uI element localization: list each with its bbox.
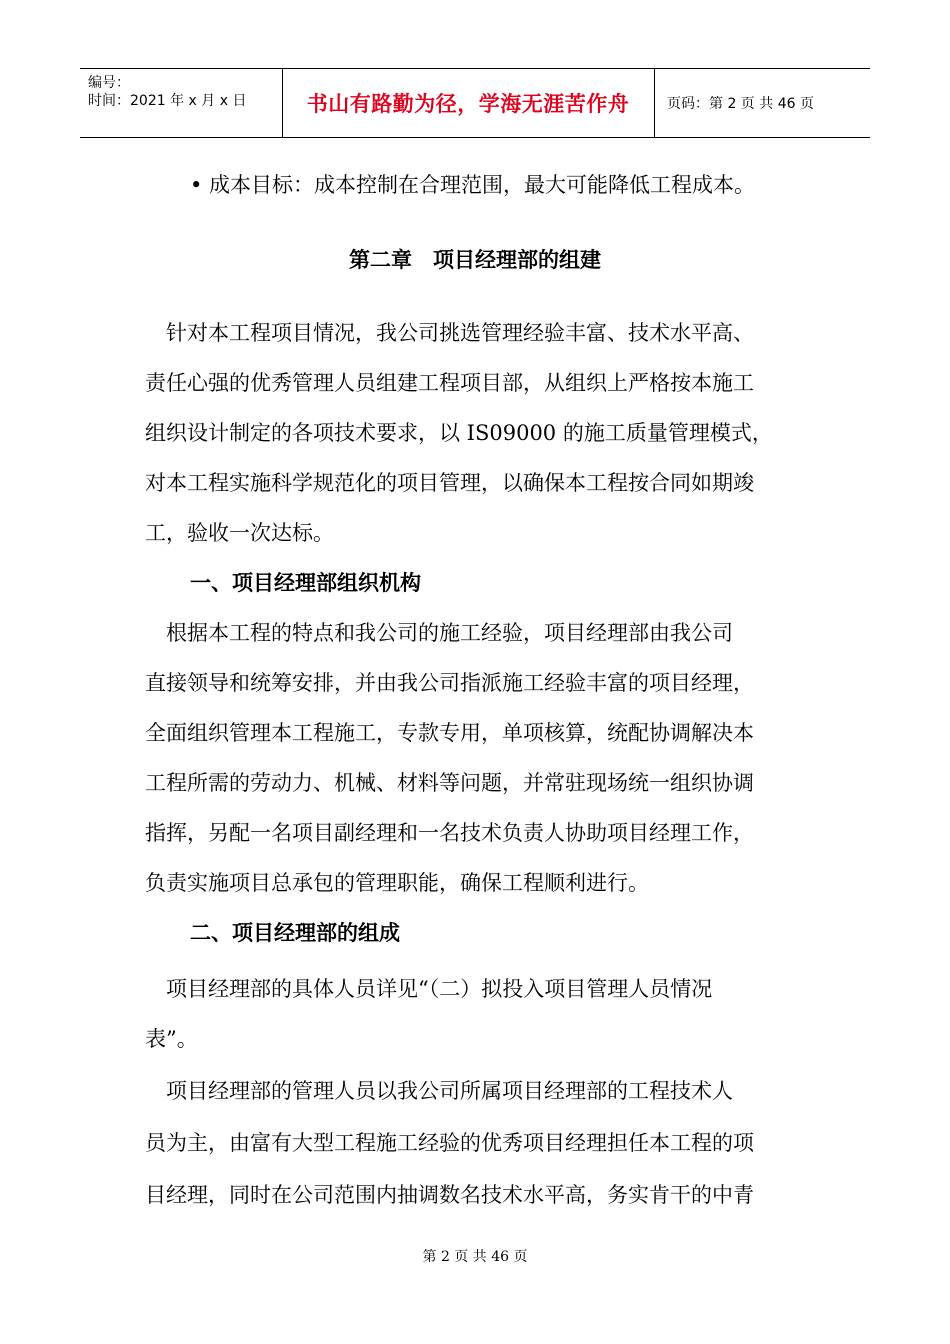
- section-heading-2: 二、项目经理部的组成: [190, 921, 400, 945]
- document-number-label: 编号：: [88, 75, 130, 91]
- header-meta: [80, 69, 283, 137]
- paragraph-line: 目经理，同时在公司范围内抽调数名技术水平高，务实肯干的中青: [145, 1183, 754, 1207]
- paragraph-line: 负责实施项目总承包的管理职能，确保工程顺利进行。: [145, 871, 649, 895]
- paragraph-line: 员为主，由富有大型工程施工经验的优秀项目经理担任本工程的项: [145, 1131, 754, 1155]
- paragraph-line: 直接领导和统筹安排，并由我公司指派施工经验丰富的项目经理，: [145, 671, 754, 695]
- paragraph-line: 指挥，另配一名项目副经理和一名技术负责人协助项目经理工作，: [145, 821, 754, 845]
- paragraph-line: 对本工程实施科学规范化的项目管理，以确保本工程按合同如期竣: [145, 471, 754, 495]
- paragraph-line: 工程所需的劳动力、机械、材料等问题，并常驻现场统一组织协调: [145, 771, 754, 795]
- document-date: 时间：2021 年 x 月 x 日: [88, 93, 247, 109]
- paragraph-line: 工，验收一次达标。: [145, 521, 334, 545]
- chapter-title: 第二章 项目经理部的组建: [349, 248, 601, 272]
- header-motto: 书山有路勤为径，学海无涯苦作舟: [282, 69, 655, 137]
- section-heading-1: 一、项目经理部组织机构: [190, 571, 421, 595]
- header-page-info: 页码：第 2 页 共 46 页: [667, 96, 814, 112]
- paragraph-line: 针对本工程项目情况，我公司挑选管理经验丰富、技术水平高、: [145, 321, 754, 345]
- paragraph-line: 根据本工程的特点和我公司的施工经验，项目经理部由我公司: [145, 621, 733, 645]
- page-footer: 第 2 页 共 46 页: [422, 1249, 528, 1265]
- paragraph-line: 项目经理部的具体人员详见“（二）拟投入项目管理人员情况: [145, 977, 713, 1001]
- page-header: [80, 68, 870, 138]
- paragraph-line: 表”。: [145, 1027, 198, 1051]
- paragraph-line: 全面组织管理本工程施工，专款专用，单项核算，统配协调解决本: [145, 721, 754, 745]
- cost-target-bullet: • 成本目标：成本控制在合理范围，最大可能降低工程成本。: [190, 173, 756, 197]
- paragraph-line: 组织设计制定的各项技术要求，以 IS09000 的施工质量管理模式，: [145, 421, 773, 445]
- paragraph-line: 项目经理部的管理人员以我公司所属项目经理部的工程技术人: [145, 1079, 733, 1103]
- paragraph-line: 责任心强的优秀管理人员组建工程项目部，从组织上严格按本施工: [145, 371, 754, 395]
